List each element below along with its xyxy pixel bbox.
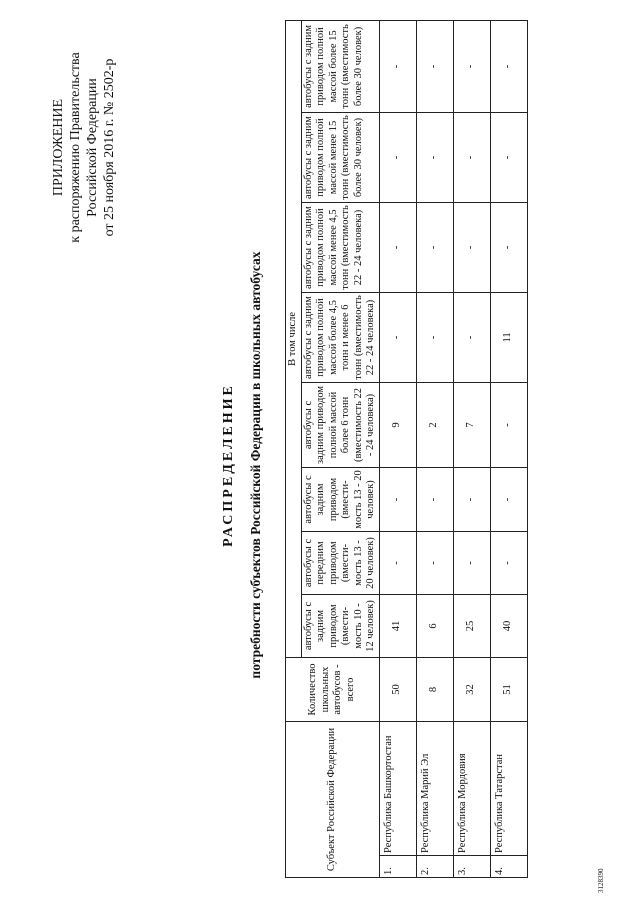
table-cell: - bbox=[416, 292, 453, 382]
table-cell: - bbox=[379, 531, 416, 594]
header-column: автобусы с задним приводом полной массой менее 4,5 тонн (вместимость 22 - 24 человека) bbox=[301, 202, 379, 292]
appendix-line: Российской Федерации bbox=[85, 78, 100, 217]
row-total: 50 bbox=[379, 657, 416, 721]
table-cell: - bbox=[416, 531, 453, 594]
document-title: РАСПРЕДЕЛЕНИЕ bbox=[221, 383, 236, 547]
table-row bbox=[416, 20, 453, 877]
table-cell: - bbox=[490, 202, 527, 292]
appendix-line: ПРИЛОЖЕНИЕ bbox=[51, 98, 66, 197]
row-number: 1. bbox=[379, 856, 416, 878]
header-total: Количество школьных автобусов - всего bbox=[286, 657, 380, 721]
header-subject: Субъект Российской Федерации bbox=[286, 721, 380, 877]
table-cell: - bbox=[379, 292, 416, 382]
table-cell: - bbox=[379, 467, 416, 531]
row-total: 32 bbox=[453, 657, 490, 721]
table-cell: - bbox=[379, 112, 416, 202]
table-cell: 9 bbox=[379, 382, 416, 467]
row-total: 51 bbox=[490, 657, 527, 721]
table-cell: - bbox=[416, 112, 453, 202]
table-cell: - bbox=[453, 531, 490, 594]
table-row bbox=[379, 20, 416, 877]
table-cell: 40 bbox=[490, 594, 527, 657]
table-cell: - bbox=[379, 20, 416, 112]
table-cell: - bbox=[490, 20, 527, 112]
table-cell: 7 bbox=[453, 382, 490, 467]
table-cell: - bbox=[490, 467, 527, 531]
table-cell: - bbox=[416, 467, 453, 531]
document-subtitle: потребности субъектов Российской Федерации в школьных автобусах bbox=[248, 251, 263, 679]
table-row bbox=[453, 20, 490, 877]
row-subject: Республика Марий Эл bbox=[416, 721, 453, 855]
row-subject: Республика Татарстан bbox=[490, 721, 527, 855]
table-cell: - bbox=[379, 202, 416, 292]
header-column: автобусы с задним приводом полной массой менее 15 тонн (вместимость более 30 человек) bbox=[301, 112, 379, 202]
table-cell: 2 bbox=[416, 382, 453, 467]
row-number: 4. bbox=[490, 856, 527, 878]
row-subject: Республика Башкортостан bbox=[379, 721, 416, 855]
table-cell: - bbox=[416, 202, 453, 292]
table-cell: - bbox=[490, 112, 527, 202]
row-number: 2. bbox=[416, 856, 453, 878]
appendix-line: к распоряжению Правительства bbox=[68, 52, 83, 243]
appendix-line: от 25 ноября 2016 г. № 2502-р bbox=[102, 58, 117, 237]
table-cell: 11 bbox=[490, 292, 527, 382]
table-cell: - bbox=[416, 20, 453, 112]
header-column: автобусы с задним приводом (вмести- мость 10 - 12 человек) bbox=[301, 594, 379, 657]
appendix-block bbox=[50, 40, 118, 255]
table-cell: 41 bbox=[379, 594, 416, 657]
table-cell: - bbox=[490, 382, 527, 467]
distribution-table bbox=[285, 20, 528, 878]
table-cell: 6 bbox=[416, 594, 453, 657]
header-column: автобусы с передним приводом (вмести- мость 13 - 20 человек) bbox=[301, 531, 379, 594]
table-cell: - bbox=[453, 112, 490, 202]
row-total: 8 bbox=[416, 657, 453, 721]
table-cell: - bbox=[490, 531, 527, 594]
table-row bbox=[490, 20, 527, 877]
row-subject: Республика Мордовия bbox=[453, 721, 490, 855]
document-number: 3128390 bbox=[597, 868, 605, 893]
table-cell: - bbox=[453, 467, 490, 531]
table-cell: 25 bbox=[453, 594, 490, 657]
header-column: автобусы с задним приводом полной массой более 6 тонн (вместимость 22 - 24 человека) bbox=[301, 382, 379, 467]
header-column: автобусы с задним приводом полной массой более 15 тонн (вместимость более 30 человек) bbox=[301, 20, 379, 112]
header-column: автобусы с задним приводом полной массой более 4,5 тонн и менее 6 тонн (вместимость 22 - 24 человека) bbox=[301, 292, 379, 382]
header-group: В том числе bbox=[286, 20, 302, 657]
table-cell: - bbox=[453, 292, 490, 382]
row-number: 3. bbox=[453, 856, 490, 878]
table-cell: - bbox=[453, 202, 490, 292]
header-column: автобусы с задним приводом (вмести- мость 13 - 20 человек) bbox=[301, 467, 379, 531]
table-cell: - bbox=[453, 20, 490, 112]
